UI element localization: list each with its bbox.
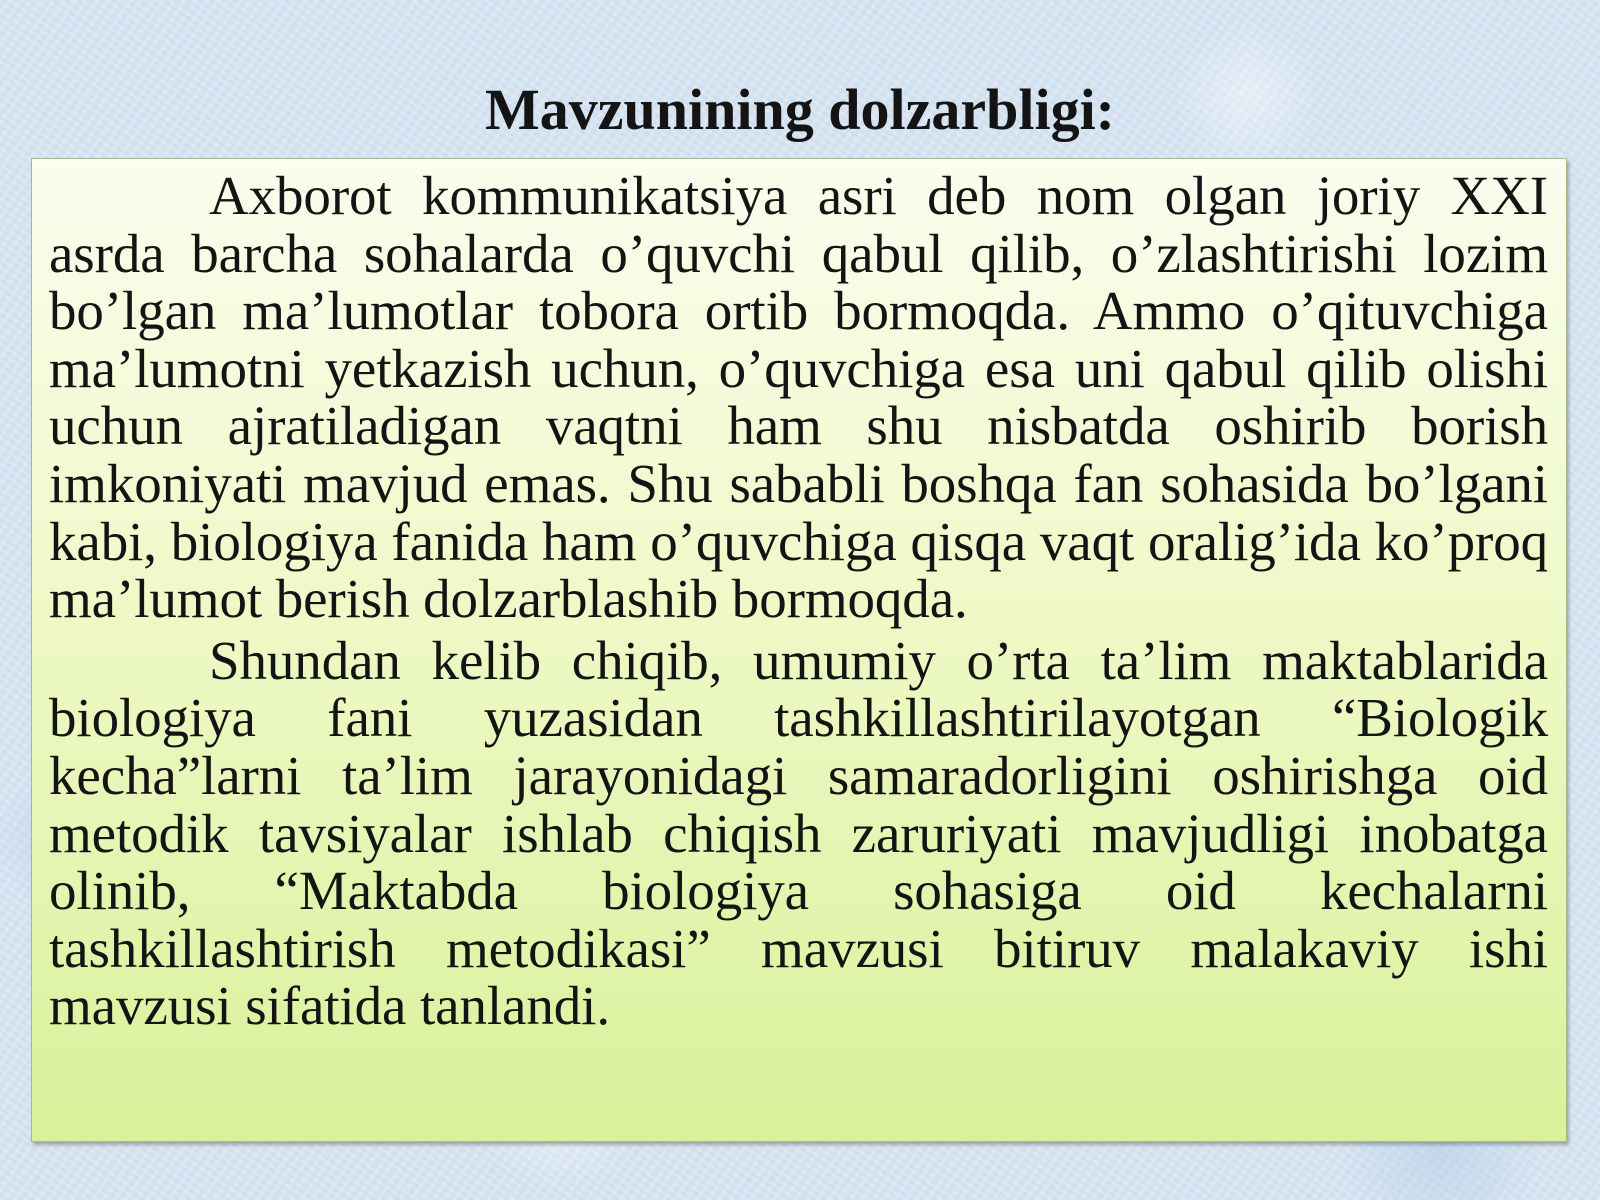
paragraph-topic-selection: Shundan kelib chiqib, umumiy o’rta ta’lim maktablarida biologiya fani yuzasidan tashkillashtirilayotgan “Biologik kecha”larni ta’lim jarayonidagi samaradorligini oshirishga oid metodik tavsiyalar ishlab chiqish zaruriyati mavjudligi inobatga olinib, “Maktabda biologiya sohasiga oid kechalarni tashkillashtirish metodikasi” mavzusi bitiruv malakaviy ishi mavzusi sifatida tanlandi.	[49, 629, 1548, 1037]
content-text-box	[31, 158, 1567, 1142]
paragraph-relevance: Axborot kommunikatsiya asri deb nom olgan joriy XXI asrda barcha sohalarda o’quvchi qabul qilib, o’zlashtirishi lozim bo’lgan ma’lumotlar tobora ortib bormoqda. Ammo o’qituvchiga ma’lumotni yetkazish uchun, o’quvchiga esa uni qabul qilib olishi uchun ajratiladigan vaqtni ham shu nisbatda oshirib borish imkoniyati mavjud emas. Shu sababli boshqa fan sohasida bo’lgani kabi, biologiya fanida ham o’quvchiga qisqa vaqt oralig’ida ko’proq ma’lumot berish dolzarblashib bormoqda.	[49, 165, 1548, 630]
slide-title: Mavzunining dolzarbligi:	[484, 77, 1115, 142]
